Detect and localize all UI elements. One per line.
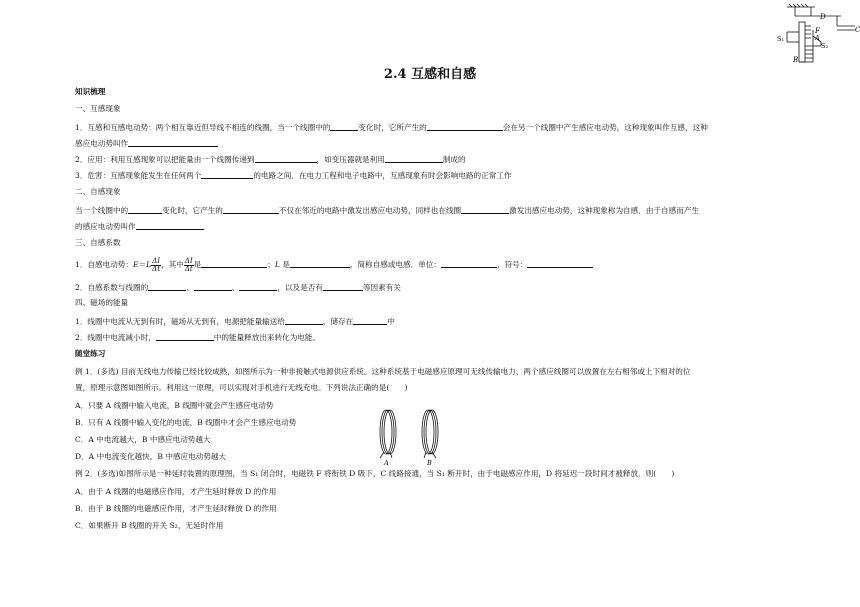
fill-blank[interactable] xyxy=(285,316,323,325)
text: 当一个线圈中的 xyxy=(75,206,129,215)
example-1-option-a[interactable]: A．只要 A 线圈中输入电流，B 线圈中就会产生感应电动势 xyxy=(75,401,274,410)
text: ，储存在 xyxy=(322,317,354,326)
coil-label-b: B xyxy=(427,459,432,466)
text: 变化时，它产生的 xyxy=(162,206,223,215)
fraction-numerator: ΔI xyxy=(184,256,193,265)
text: 的电路之间．在电力工程和电子电路中，互感现象有时会影响电路的正常工作 xyxy=(253,171,512,180)
text: E xyxy=(133,260,139,269)
coils-figure xyxy=(370,408,450,466)
example-1-option-b[interactable]: B．只有 A 线圈中输入变化的电流，B 线圈中才会产生感应电动势 xyxy=(75,418,297,427)
fill-blank[interactable] xyxy=(201,259,267,268)
text: ＝ xyxy=(138,260,147,269)
example-2-option-a[interactable]: A．由于 A 线圈的电磁感应作用，才产生延时释放 D 的作用 xyxy=(75,487,277,496)
fill-blank[interactable] xyxy=(201,170,253,179)
fill-blank[interactable] xyxy=(148,282,186,291)
heading-magnetic-energy: 四、磁场的能量 xyxy=(75,298,129,307)
heading-self-induction: 二、自感现象 xyxy=(75,187,121,196)
text: ，简称自感或电感．单位： xyxy=(349,260,441,269)
relay-label-s2: S₂ xyxy=(821,42,829,50)
fill-blank[interactable] xyxy=(441,259,497,268)
text: ，其中 xyxy=(161,260,184,269)
example-1-stem: 例 1．(多选) 目前无线电力传输已经比较成熟，如图所示为一种非接触式电源供应系统。这种系统基于电磁感应原理可无线传输电力，两个感应线圈可以放置在左右相邻或上下相对的位 xyxy=(75,367,691,376)
item-1 xyxy=(75,122,708,133)
item-self-cont xyxy=(75,221,204,232)
fraction xyxy=(151,258,161,273)
text: 制成的 xyxy=(442,155,466,164)
text: 中的能量释放出来转化为电能。 xyxy=(213,333,321,342)
section-practice: 随堂练习 xyxy=(75,349,106,358)
fill-blank[interactable] xyxy=(427,122,503,131)
text: 2．自感系数与线圈的 xyxy=(75,283,149,292)
fill-blank[interactable] xyxy=(385,154,443,163)
item-1-cont xyxy=(75,138,218,149)
fill-blank[interactable] xyxy=(136,221,204,230)
example-1-stem-cont: 置，原理示意图如图所示。利用这一原理，可以实现对手机进行无线充电。下列说法正确的是( ) xyxy=(75,383,408,392)
page-title: 2.4 互感和自感 xyxy=(383,67,477,82)
text: 等因素有关 xyxy=(362,283,401,292)
relay-label-b: B xyxy=(793,56,799,64)
fill-blank[interactable] xyxy=(156,332,214,341)
section-knowledge: 知识梳理 xyxy=(75,87,106,96)
text: 变化时，它所产生的 xyxy=(358,123,427,132)
fraction-denominator: Δt xyxy=(152,264,161,273)
fill-blank[interactable] xyxy=(527,259,593,268)
fill-blank[interactable] xyxy=(290,259,350,268)
heading-inductance: 三、自感系数 xyxy=(75,238,121,247)
text: 2．线圈中电流减小时， xyxy=(75,333,156,342)
fill-blank[interactable] xyxy=(353,316,387,325)
text: L xyxy=(146,260,152,269)
text: ； xyxy=(267,260,275,269)
example-2-option-c[interactable]: C．如果断开 B 线圈的开关 S₂，无延时作用 xyxy=(75,521,224,530)
fill-blank[interactable] xyxy=(323,282,363,291)
relay-label-a: A xyxy=(815,34,820,42)
text: 激发出感应电动势，这种现象称为自感．由于自感而产生 xyxy=(509,206,699,215)
example-1-option-c[interactable]: C．A 中电流越大，B 中感应电动势越大 xyxy=(75,435,211,444)
item-energy-2 xyxy=(75,332,320,343)
text: 1．线圈中电流从无到有时，磁场从无到有，电源把能量输送给 xyxy=(75,317,285,326)
text: 是 xyxy=(193,260,202,269)
text: 1．互感和互感电动势：两个相互靠近但导线不相连的线圈，当一个线圈中的 xyxy=(75,123,331,132)
text: 不仅在邻近的电路中激发出感应电动势，同样也在线圈 xyxy=(278,206,462,215)
example-2-stem: 例 2．(多选)如图所示是一种延时装置的原理图，当 S₁ 闭合时，电磁铁 F 将衔铁 D 吸下，C 线路接通，当 S₁ 断开时，由于电磁感应作用，D 将延迟一段时间才被释放．则( ) xyxy=(75,469,675,478)
text: ，以及是否有 xyxy=(277,283,323,292)
relay-label-c: C xyxy=(855,26,860,34)
item-3 xyxy=(75,170,512,181)
item-2 xyxy=(75,154,466,165)
text: 是 xyxy=(279,260,290,269)
item-energy-1 xyxy=(75,316,395,327)
relay-label-f: F xyxy=(815,27,820,35)
fill-blank[interactable] xyxy=(461,205,509,214)
example-1-option-d[interactable]: D．A 中电流变化越快，B 中感应电动势越大 xyxy=(75,452,227,461)
fill-blank[interactable] xyxy=(128,205,162,214)
fill-blank[interactable] xyxy=(255,154,317,163)
text: 会在另一个线圈中产生感应电动势，这种现象叫作互感，这种 xyxy=(502,123,708,132)
text: ，如变压器就是利用 xyxy=(316,155,385,164)
fraction xyxy=(184,258,194,273)
text: 、 xyxy=(186,283,194,292)
fill-blank[interactable] xyxy=(194,282,232,291)
item-emf xyxy=(75,256,593,274)
text: 3．危害：互感现象能发生在任何两个 xyxy=(75,171,202,180)
fraction-denominator: Δt xyxy=(184,264,193,273)
fraction-numerator: ΔI xyxy=(152,256,161,265)
fill-blank[interactable] xyxy=(128,138,218,147)
text: 感应电动势叫作 xyxy=(75,139,129,148)
text: 2．应用：利用互感现象可以把能量由一个线圈传递到 xyxy=(75,155,255,164)
fill-blank[interactable] xyxy=(239,282,277,291)
text: 1．自感电动势： xyxy=(75,260,133,269)
relay-label-s1: S₁ xyxy=(777,35,785,43)
coil-label-a: A xyxy=(384,459,389,466)
text: 中 xyxy=(387,317,395,326)
text: L xyxy=(274,260,280,269)
relay-label-d: D xyxy=(820,13,826,21)
heading-mutual-induction: 一、互感现象 xyxy=(75,104,121,113)
item-self xyxy=(75,205,699,216)
example-2-option-b[interactable]: B．由于 B 线圈的电磁感应作用，才产生延时释放 D 的作用 xyxy=(75,504,277,513)
item-factors xyxy=(75,282,401,293)
text: 的感应电动势叫作 xyxy=(75,222,136,231)
text: 、 xyxy=(231,283,240,292)
fill-blank[interactable] xyxy=(223,205,279,214)
fill-blank[interactable] xyxy=(330,122,358,131)
text: ，符号： xyxy=(497,260,528,269)
relay-diagram xyxy=(775,2,860,68)
